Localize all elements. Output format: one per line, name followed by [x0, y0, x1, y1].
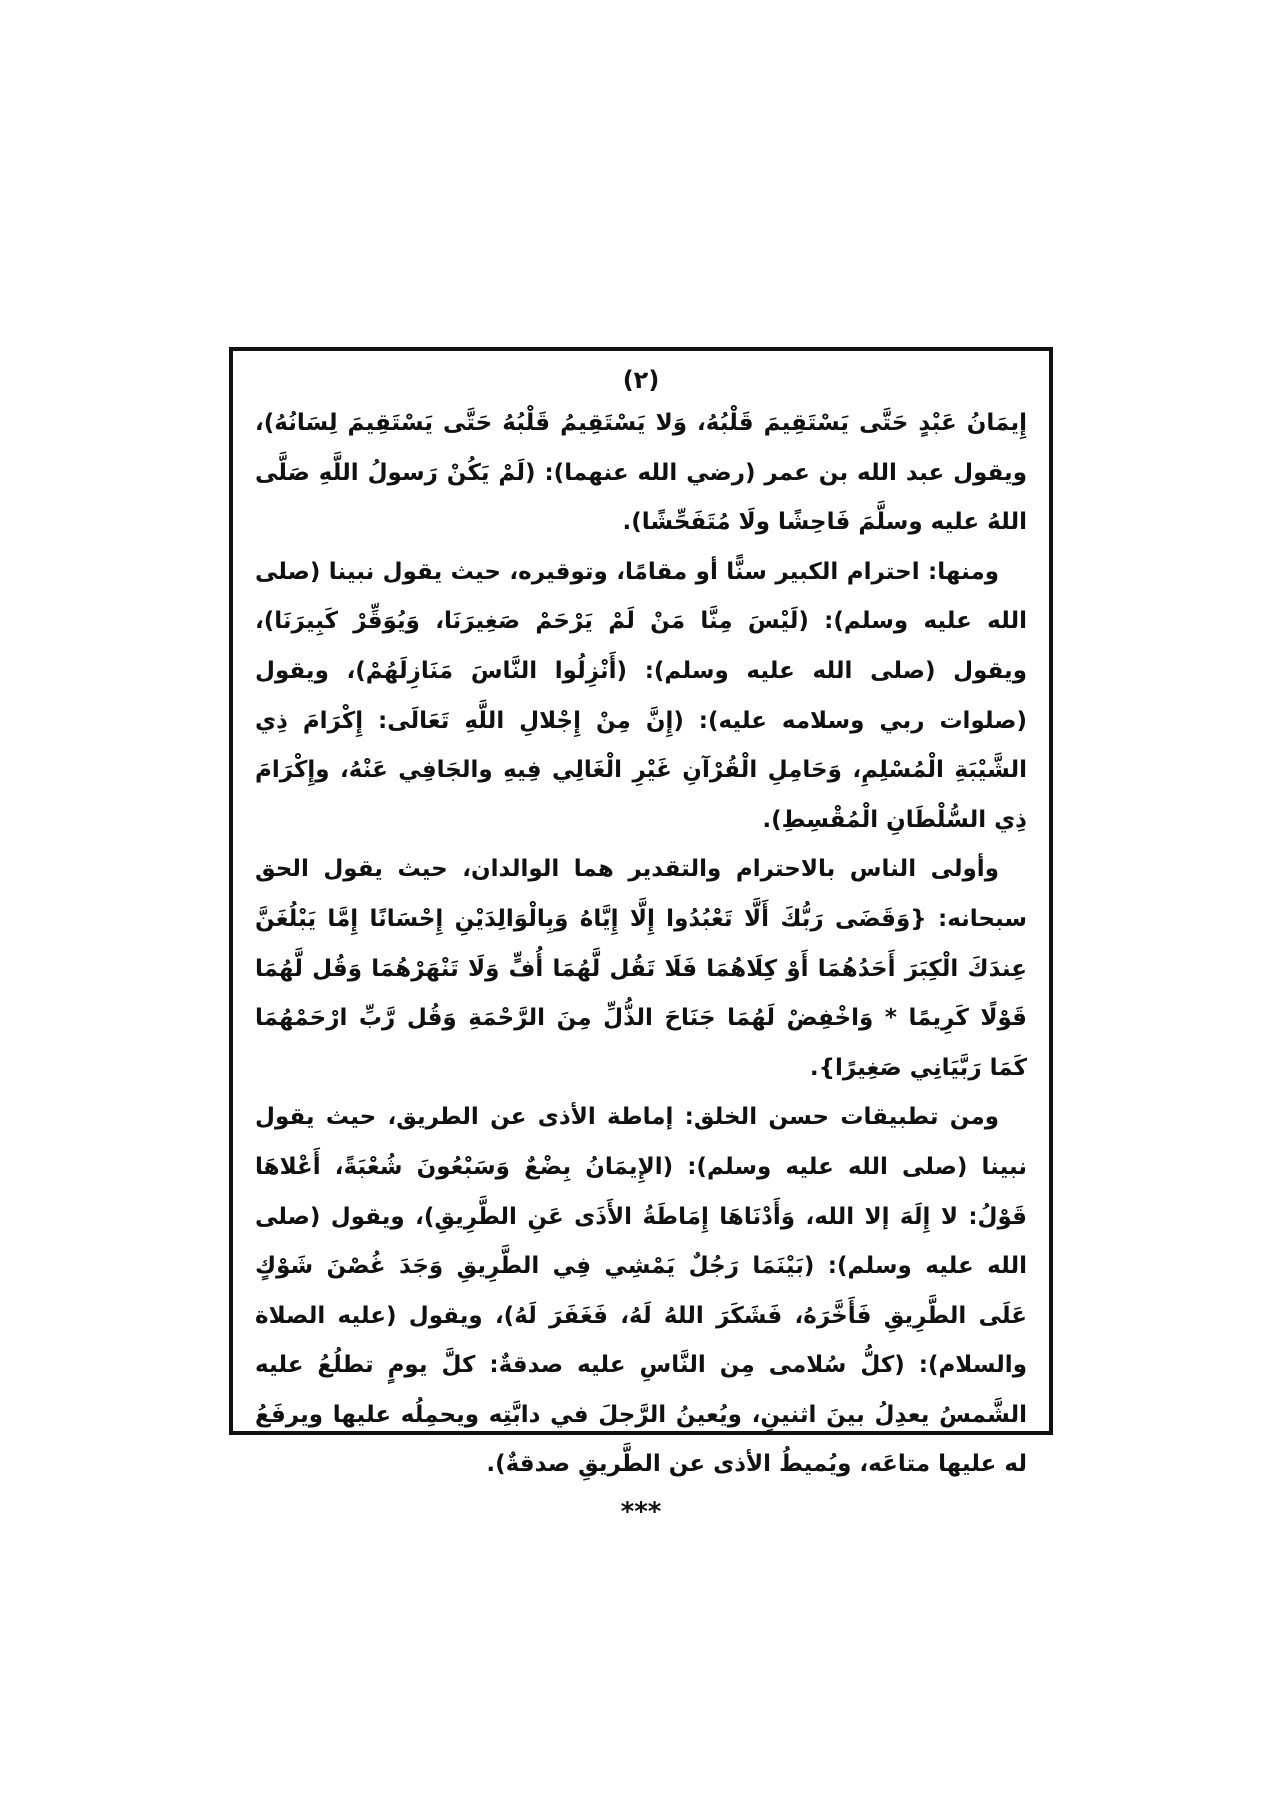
paragraph-1: إِيمَانُ عَبْدٍ حَتَّى يَسْتَقِيمَ قَلْبُهُ، وَلا يَسْتَقِيمُ قَلْبُهُ حَتَّى يَسْتَقِيمَ لِسَانُهُ)، ويقول عبد الله بن عمر (رضي الله عنهما): (لَمْ يَكُنْ رَسولُ اللَّهِ صَلَّى اللهُ عليه وسلَّمَ فَاحِشًا ولَا مُتَفَحِّشًا). [255, 410, 1027, 536]
page-frame [229, 347, 1053, 1528]
section-separator: *** [620, 1497, 662, 1528]
body-text [255, 399, 1027, 1490]
paragraph-3: وأولى الناس بالاحترام والتقدير هما الوالدان، حيث يقول الحق سبحانه: {وَقَضَى رَبُّكَ أَلَّا تَعْبُدُوا إِلَّا إِيَّاهُ وَبِالْوَالِدَيْنِ إِحْسَانًا إِمَّا يَبْلُغَنَّ عِندَكَ الْكِبَرَ أَحَدُهُمَا أَوْ كِلَاهُمَا فَلَا تَقُل لَّهُمَا أُفٍّ وَلَا تَنْهَرْهُمَا وَقُل لَّهُمَا قَوْلًا كَرِيمًا * وَاخْفِضْ لَهُمَا جَنَاحَ الذُّلِّ مِنَ الرَّحْمَةِ وَقُل رَّبِّ ارْحَمْهُمَا كَمَا رَبَّيَانِي صَغِيرًا}. [255, 856, 1027, 1081]
page-number: (٢) [622, 366, 660, 394]
paragraph-2: ومنها: احترام الكبير سنًّا أو مقامًا، وتوقيره، حيث يقول نبينا (صلى الله عليه وسلم): (لَيْسَ مِنَّا مَنْ لَمْ يَرْحَمْ صَغِيرَنَا، وَيُوَقِّرْ كَبِيرَنَا)، ويقول (صلى الله عليه وسلم): (أَنْزِلُوا النَّاسَ مَنَازِلَهُمْ)، ويقول (صلوات ربي وسلامه عليه): (إِنَّ مِنْ إِجْلالِ اللَّهِ تَعَالَى: إِكْرَامَ ذِي الشَّيْبَةِ الْمُسْلِمِ، وَحَامِلِ الْقُرْآنِ غَيْرِ الْغَالِي فِيهِ والجَافِي عَنْهُ، وإِكْرَامَ ذِي السُّلْطَانِ الْمُقْسِطِ). [255, 558, 1027, 833]
paragraph-4: ومن تطبيقات حسن الخلق: إماطة الأذى عن الطريق، حيث يقول نبينا (صلى الله عليه وسلم): (الإِيمَانُ بِضْعٌ وَسَبْعُونَ شُعْبَةً، أَعْلاهَا قَوْلُ: لا إِلَهَ إلا الله، وَأَدْنَاهَا إِمَاطَةُ الأَذَى عَنِ الطَّرِيقِ)، ويقول (صلى الله عليه وسلم): (بَيْنَمَا رَجُلٌ يَمْشِي فِي الطَّرِيقِ وَجَدَ غُصْنَ شَوْكٍ عَلَى الطَّرِيقِ فَأَخَّرَهُ، فَشَكَرَ اللهُ لَهُ، فَغَفَرَ لَهُ)، ويقول (عليه الصلاة والسلام): (كلُّ سُلامى مِن النَّاسِ عليه صدقةٌ: كلَّ يومٍ تطلُعُ عليه الشَّمسُ يعدِلُ بينَ اثنينِ، ويُعينُ الرَّجلَ في دابَّتِه ويحمِلُه عليها ويرفَعُ له عليها متاعَه، ويُميطُ الأذى عن الطَّريقِ صدقةٌ). [255, 1104, 1027, 1478]
